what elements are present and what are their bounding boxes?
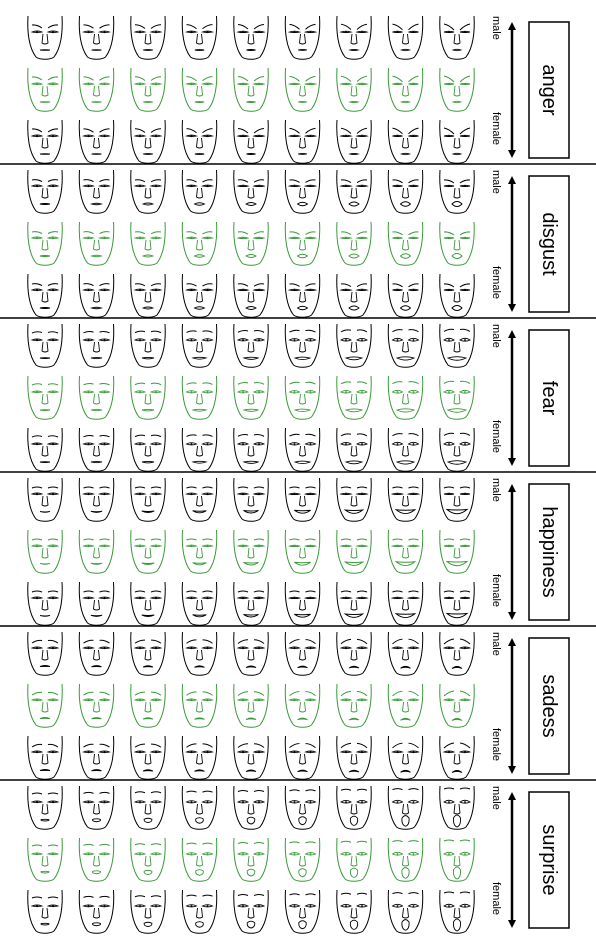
face-surprise-male-8 <box>388 786 422 829</box>
face-anger-male-7 <box>337 16 371 59</box>
face-fear-average-7 <box>337 376 371 419</box>
face-sadness-male-7 <box>337 632 371 675</box>
face-fear-average-4 <box>182 376 216 419</box>
face-surprise-male-7 <box>337 786 371 829</box>
face-surprise-female-4 <box>182 890 216 933</box>
face-fear-female-4 <box>182 428 216 471</box>
face-anger-male-5 <box>234 16 268 59</box>
face-happiness-average-8 <box>388 530 422 573</box>
face-anger-female-1 <box>28 120 62 163</box>
face-fear-male-4 <box>182 324 216 367</box>
axis-label-female: female <box>490 420 502 454</box>
face-fear-average-1 <box>28 376 62 419</box>
axis-label-male: male <box>490 324 502 348</box>
face-sadness-male-9 <box>440 632 474 675</box>
face-anger-female-9 <box>440 120 474 163</box>
face-fear-female-6 <box>285 428 319 471</box>
axis-label-female: female <box>490 112 502 146</box>
face-sadness-female-9 <box>440 736 474 779</box>
face-sadness-male-2 <box>79 632 113 675</box>
face-fear-average-3 <box>131 376 165 419</box>
axis-label-male: male <box>490 632 502 656</box>
axis-label-male: male <box>490 786 502 810</box>
face-disgust-female-2 <box>79 274 113 317</box>
face-sadness-female-3 <box>131 736 165 779</box>
face-surprise-male-2 <box>79 786 113 829</box>
face-anger-male-3 <box>131 16 165 59</box>
face-fear-average-2 <box>79 376 113 419</box>
face-happiness-average-6 <box>285 530 319 573</box>
face-surprise-female-8 <box>388 890 422 933</box>
face-happiness-male-7 <box>337 478 371 521</box>
face-disgust-average-1 <box>28 222 62 265</box>
face-disgust-male-5 <box>234 170 268 213</box>
face-anger-average-4 <box>182 68 216 111</box>
face-happiness-male-4 <box>182 478 216 521</box>
face-anger-average-8 <box>388 68 422 111</box>
face-happiness-female-2 <box>79 582 113 625</box>
face-anger-average-9 <box>440 68 474 111</box>
face-surprise-male-5 <box>234 786 268 829</box>
face-fear-male-1 <box>28 324 62 367</box>
face-anger-male-8 <box>388 16 422 59</box>
face-happiness-male-8 <box>388 478 422 521</box>
face-sadness-average-2 <box>79 684 113 727</box>
emotion-label-surprise: surprise <box>538 824 560 896</box>
face-sadness-female-4 <box>182 736 216 779</box>
arrow-head-up <box>508 176 516 184</box>
face-sadness-female-1 <box>28 736 62 779</box>
arrow-head-down <box>508 150 516 158</box>
face-anger-female-8 <box>388 120 422 163</box>
arrow-head-up <box>508 22 516 30</box>
face-disgust-male-3 <box>131 170 165 213</box>
face-disgust-average-4 <box>182 222 216 265</box>
face-anger-female-7 <box>337 120 371 163</box>
face-fear-female-3 <box>131 428 165 471</box>
face-fear-female-9 <box>440 428 474 471</box>
face-happiness-female-4 <box>182 582 216 625</box>
face-anger-female-6 <box>285 120 319 163</box>
face-happiness-average-2 <box>79 530 113 573</box>
face-surprise-average-4 <box>182 838 216 881</box>
face-disgust-male-9 <box>440 170 474 213</box>
face-disgust-male-4 <box>182 170 216 213</box>
face-surprise-female-2 <box>79 890 113 933</box>
face-happiness-male-2 <box>79 478 113 521</box>
face-happiness-female-8 <box>388 582 422 625</box>
face-anger-male-2 <box>79 16 113 59</box>
face-disgust-male-6 <box>285 170 319 213</box>
axis-label-male: male <box>490 478 502 502</box>
face-fear-average-9 <box>440 376 474 419</box>
face-surprise-female-9 <box>440 890 474 933</box>
face-happiness-average-7 <box>337 530 371 573</box>
face-sadness-male-4 <box>182 632 216 675</box>
face-fear-female-8 <box>388 428 422 471</box>
face-happiness-average-4 <box>182 530 216 573</box>
face-disgust-female-3 <box>131 274 165 317</box>
face-sadness-male-5 <box>234 632 268 675</box>
face-happiness-average-1 <box>28 530 62 573</box>
face-happiness-male-1 <box>28 478 62 521</box>
axis-label-female: female <box>490 574 502 608</box>
face-sadness-male-8 <box>388 632 422 675</box>
face-sadness-female-6 <box>285 736 319 779</box>
axis-label-male: male <box>490 16 502 40</box>
arrow-head-down <box>508 458 516 466</box>
face-sadness-average-3 <box>131 684 165 727</box>
face-surprise-female-6 <box>285 890 319 933</box>
face-anger-average-2 <box>79 68 113 111</box>
face-happiness-female-1 <box>28 582 62 625</box>
arrow-head-up <box>508 330 516 338</box>
face-fear-female-2 <box>79 428 113 471</box>
face-surprise-female-5 <box>234 890 268 933</box>
face-anger-average-7 <box>337 68 371 111</box>
face-surprise-male-6 <box>285 786 319 829</box>
face-happiness-male-9 <box>440 478 474 521</box>
face-fear-female-7 <box>337 428 371 471</box>
emotion-label-anger: anger <box>538 64 560 116</box>
face-disgust-female-5 <box>234 274 268 317</box>
face-happiness-average-3 <box>131 530 165 573</box>
face-surprise-average-9 <box>440 838 474 881</box>
face-disgust-average-8 <box>388 222 422 265</box>
emotion-label-sadness: sadess <box>538 674 560 738</box>
face-anger-female-2 <box>79 120 113 163</box>
arrow-head-up <box>508 792 516 800</box>
arrow-head-down <box>508 766 516 774</box>
face-sadness-female-7 <box>337 736 371 779</box>
face-fear-male-8 <box>388 324 422 367</box>
face-surprise-average-5 <box>234 838 268 881</box>
face-happiness-female-5 <box>234 582 268 625</box>
face-sadness-female-2 <box>79 736 113 779</box>
face-sadness-average-9 <box>440 684 474 727</box>
face-happiness-male-5 <box>234 478 268 521</box>
face-disgust-male-2 <box>79 170 113 213</box>
face-disgust-male-7 <box>337 170 371 213</box>
axis-label-female: female <box>490 882 502 916</box>
face-fear-average-6 <box>285 376 319 419</box>
arrow-head-up <box>508 638 516 646</box>
face-fear-male-2 <box>79 324 113 367</box>
face-surprise-female-7 <box>337 890 371 933</box>
face-sadness-average-8 <box>388 684 422 727</box>
face-surprise-male-9 <box>440 786 474 829</box>
face-sadness-male-1 <box>28 632 62 675</box>
face-anger-male-9 <box>440 16 474 59</box>
face-surprise-male-4 <box>182 786 216 829</box>
face-anger-average-6 <box>285 68 319 111</box>
face-happiness-average-9 <box>440 530 474 573</box>
face-disgust-average-3 <box>131 222 165 265</box>
face-disgust-female-6 <box>285 274 319 317</box>
face-anger-male-1 <box>28 16 62 59</box>
arrow-head-down <box>508 304 516 312</box>
face-surprise-average-7 <box>337 838 371 881</box>
face-disgust-male-1 <box>28 170 62 213</box>
face-anger-female-5 <box>234 120 268 163</box>
face-fear-average-5 <box>234 376 268 419</box>
face-happiness-average-5 <box>234 530 268 573</box>
arrow-head-down <box>508 612 516 620</box>
face-anger-average-1 <box>28 68 62 111</box>
emotion-label-happiness: happiness <box>538 506 560 598</box>
arrow-head-up <box>508 484 516 492</box>
face-sadness-male-3 <box>131 632 165 675</box>
face-disgust-average-6 <box>285 222 319 265</box>
face-happiness-male-6 <box>285 478 319 521</box>
face-fear-male-6 <box>285 324 319 367</box>
face-disgust-average-7 <box>337 222 371 265</box>
face-sadness-average-6 <box>285 684 319 727</box>
face-disgust-average-5 <box>234 222 268 265</box>
face-disgust-average-2 <box>79 222 113 265</box>
face-anger-male-4 <box>182 16 216 59</box>
face-anger-female-4 <box>182 120 216 163</box>
face-disgust-female-1 <box>28 274 62 317</box>
face-surprise-female-1 <box>28 890 62 933</box>
face-sadness-average-7 <box>337 684 371 727</box>
face-surprise-male-3 <box>131 786 165 829</box>
face-disgust-average-9 <box>440 222 474 265</box>
face-fear-female-1 <box>28 428 62 471</box>
face-happiness-female-3 <box>131 582 165 625</box>
face-sadness-average-4 <box>182 684 216 727</box>
face-happiness-female-7 <box>337 582 371 625</box>
face-surprise-female-3 <box>131 890 165 933</box>
face-anger-average-3 <box>131 68 165 111</box>
face-anger-average-5 <box>234 68 268 111</box>
face-disgust-female-4 <box>182 274 216 317</box>
face-surprise-male-1 <box>28 786 62 829</box>
face-fear-male-3 <box>131 324 165 367</box>
face-fear-male-5 <box>234 324 268 367</box>
face-sadness-female-5 <box>234 736 268 779</box>
face-fear-average-8 <box>388 376 422 419</box>
face-happiness-female-9 <box>440 582 474 625</box>
face-fear-female-5 <box>234 428 268 471</box>
axis-label-male: male <box>490 170 502 194</box>
face-surprise-average-2 <box>79 838 113 881</box>
emotion-label-disgust: disgust <box>538 212 560 276</box>
face-surprise-average-1 <box>28 838 62 881</box>
face-surprise-average-3 <box>131 838 165 881</box>
face-disgust-female-8 <box>388 274 422 317</box>
face-disgust-female-9 <box>440 274 474 317</box>
emotion-label-fear: fear <box>538 380 560 416</box>
face-sadness-female-8 <box>388 736 422 779</box>
face-sadness-average-5 <box>234 684 268 727</box>
face-disgust-male-8 <box>388 170 422 213</box>
face-happiness-female-6 <box>285 582 319 625</box>
face-surprise-average-6 <box>285 838 319 881</box>
face-disgust-female-7 <box>337 274 371 317</box>
face-happiness-male-3 <box>131 478 165 521</box>
face-sadness-male-6 <box>285 632 319 675</box>
face-anger-male-6 <box>285 16 319 59</box>
face-sadness-average-1 <box>28 684 62 727</box>
face-fear-male-9 <box>440 324 474 367</box>
face-fear-male-7 <box>337 324 371 367</box>
face-surprise-average-8 <box>388 838 422 881</box>
axis-label-female: female <box>490 728 502 762</box>
arrow-head-down <box>508 920 516 928</box>
face-anger-female-3 <box>131 120 165 163</box>
axis-label-female: female <box>490 266 502 300</box>
